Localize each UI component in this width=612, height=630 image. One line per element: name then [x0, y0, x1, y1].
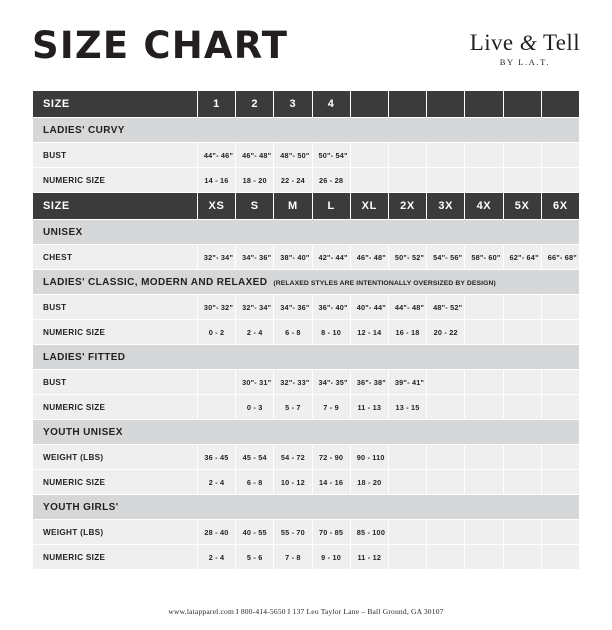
group-note: (RELAXED STYLES ARE INTENTIONALLY OVERSIZED BY DESIGN) [273, 279, 496, 287]
measurement-cell: 32"- 33" [274, 370, 312, 395]
size-header-label: SIZE [33, 91, 198, 118]
row-label: NUMERIC SIZE [33, 168, 198, 193]
size-header-cell: 1 [197, 91, 235, 118]
measurement-cell: 10 - 12 [274, 470, 312, 495]
measurement-cell [541, 520, 579, 545]
group-header-row [33, 220, 580, 245]
measurement-cell: 85 - 100 [350, 520, 388, 545]
measurement-cell [465, 295, 503, 320]
measurement-cell [465, 395, 503, 420]
footer-text: www.latapparel.com I 800-414-5650 I 137 Leo Taylor Lane – Ball Ground, GA 30107 [168, 607, 444, 616]
measurement-cell: 58"- 60" [465, 245, 503, 270]
measurement-cell [427, 143, 465, 168]
measurement-cell: 7 - 8 [274, 545, 312, 570]
measurement-cell: 12 - 14 [350, 320, 388, 345]
size-header-label: SIZE [33, 193, 198, 220]
measurement-cell: 5 - 6 [236, 545, 274, 570]
measurement-cell: 55 - 70 [274, 520, 312, 545]
row-label: WEIGHT (LBS) [33, 445, 198, 470]
measurement-cell: 14 - 16 [197, 168, 235, 193]
measurement-cell [465, 445, 503, 470]
size-header-cell [388, 91, 426, 118]
measurement-cell: 46"- 48" [236, 143, 274, 168]
size-header-cell [465, 91, 503, 118]
measurement-cell: 72 - 90 [312, 445, 350, 470]
size-header-cell [541, 91, 579, 118]
measurement-cell: 36"- 40" [312, 295, 350, 320]
group-header-label [33, 345, 580, 370]
brand-name [470, 30, 580, 55]
measurement-cell: 34"- 35" [312, 370, 350, 395]
brand-name-part1: Live [469, 30, 514, 55]
measurement-cell: 62"- 64" [503, 245, 541, 270]
group-name: LADIES' CLASSIC, MODERN AND RELAXED [43, 276, 268, 288]
row-label: BUST [33, 370, 198, 395]
measurement-cell [427, 168, 465, 193]
group-header-row [33, 345, 580, 370]
measurement-cell [388, 445, 426, 470]
measurement-cell: 39"- 41" [388, 370, 426, 395]
measurement-cell: 5 - 7 [274, 395, 312, 420]
measurement-cell [465, 143, 503, 168]
measurement-cell: 50"- 52" [388, 245, 426, 270]
size-header-cell [427, 91, 465, 118]
measurement-cell [503, 470, 541, 495]
measurement-cell [503, 143, 541, 168]
measurement-cell [465, 370, 503, 395]
size-header-cell: 5X [503, 193, 541, 220]
measurement-cell: 0 - 3 [236, 395, 274, 420]
row-label: NUMERIC SIZE [33, 545, 198, 570]
measurement-cell [465, 168, 503, 193]
table-row [33, 370, 580, 395]
measurement-cell [197, 370, 235, 395]
table-row [33, 168, 580, 193]
size-header-cell [350, 91, 388, 118]
group-header-label [33, 495, 580, 520]
measurement-cell [503, 395, 541, 420]
measurement-cell [503, 370, 541, 395]
measurement-cell [503, 545, 541, 570]
brand-name-part2: Tell [542, 30, 580, 55]
measurement-cell: 66"- 68" [541, 245, 579, 270]
group-header-label [33, 118, 580, 143]
measurement-cell: 11 - 12 [350, 545, 388, 570]
measurement-cell [503, 295, 541, 320]
measurement-cell: 34"- 36" [274, 295, 312, 320]
group-header-label [33, 270, 580, 295]
group-name: LADIES' CURVY [43, 124, 125, 136]
measurement-cell: 40 - 55 [236, 520, 274, 545]
measurement-cell [541, 370, 579, 395]
measurement-cell: 54 - 72 [274, 445, 312, 470]
measurement-cell: 18 - 20 [350, 470, 388, 495]
size-header-cell: 3 [274, 91, 312, 118]
measurement-cell: 32"- 34" [197, 245, 235, 270]
measurement-cell [350, 168, 388, 193]
row-label: NUMERIC SIZE [33, 470, 198, 495]
measurement-cell [388, 168, 426, 193]
measurement-cell: 20 - 22 [427, 320, 465, 345]
row-label: CHEST [33, 245, 198, 270]
measurement-cell: 46"- 48" [350, 245, 388, 270]
measurement-cell [541, 143, 579, 168]
size-header-cell: 4 [312, 91, 350, 118]
measurement-cell [541, 470, 579, 495]
measurement-cell [388, 545, 426, 570]
measurement-cell: 13 - 15 [388, 395, 426, 420]
row-label: NUMERIC SIZE [33, 395, 198, 420]
measurement-cell: 50"- 54" [312, 143, 350, 168]
measurement-cell: 8 - 10 [312, 320, 350, 345]
measurement-cell: 6 - 8 [274, 320, 312, 345]
measurement-cell: 32"- 34" [236, 295, 274, 320]
measurement-cell: 26 - 28 [312, 168, 350, 193]
size-header-row [33, 193, 580, 220]
measurement-cell: 7 - 9 [312, 395, 350, 420]
measurement-cell [197, 395, 235, 420]
measurement-cell [541, 395, 579, 420]
measurement-cell [465, 520, 503, 545]
size-header-cell [503, 91, 541, 118]
group-header-row [33, 270, 580, 295]
measurement-cell: 36"- 38" [350, 370, 388, 395]
measurement-cell [503, 445, 541, 470]
measurement-cell [427, 520, 465, 545]
measurement-cell: 54"- 56" [427, 245, 465, 270]
measurement-cell: 38"- 40" [274, 245, 312, 270]
table-row [33, 520, 580, 545]
measurement-cell: 2 - 4 [197, 545, 235, 570]
measurement-cell [350, 143, 388, 168]
measurement-cell [541, 445, 579, 470]
row-label: BUST [33, 143, 198, 168]
size-header-cell: 2X [388, 193, 426, 220]
page-header [32, 26, 580, 78]
measurement-cell [388, 470, 426, 495]
measurement-cell: 48"- 52" [427, 295, 465, 320]
measurement-cell: 40"- 44" [350, 295, 388, 320]
table-row [33, 470, 580, 495]
group-header-label [33, 420, 580, 445]
table-row [33, 295, 580, 320]
measurement-cell [503, 520, 541, 545]
measurement-cell: 2 - 4 [197, 470, 235, 495]
measurement-cell [427, 545, 465, 570]
group-name: YOUTH GIRLS' [43, 501, 119, 513]
measurement-cell: 18 - 20 [236, 168, 274, 193]
size-header-cell: 2 [236, 91, 274, 118]
measurement-cell: 30"- 31" [236, 370, 274, 395]
size-header-cell: M [274, 193, 312, 220]
measurement-cell: 45 - 54 [236, 445, 274, 470]
measurement-cell [427, 370, 465, 395]
measurement-cell: 22 - 24 [274, 168, 312, 193]
measurement-cell: 44"- 46" [197, 143, 235, 168]
group-name: UNISEX [43, 226, 83, 238]
measurement-cell: 42"- 44" [312, 245, 350, 270]
size-header-cell: 4X [465, 193, 503, 220]
group-header-label [33, 220, 580, 245]
size-chart-table [32, 90, 580, 570]
table-row [33, 395, 580, 420]
measurement-cell [541, 295, 579, 320]
measurement-cell [427, 445, 465, 470]
page-title: SIZE CHART [32, 24, 289, 67]
size-header-row [33, 91, 580, 118]
row-label: WEIGHT (LBS) [33, 520, 198, 545]
group-header-row [33, 118, 580, 143]
measurement-cell [388, 143, 426, 168]
size-header-cell: S [236, 193, 274, 220]
measurement-cell: 48"- 50" [274, 143, 312, 168]
measurement-cell [465, 470, 503, 495]
measurement-cell: 36 - 45 [197, 445, 235, 470]
measurement-cell: 34"- 36" [236, 245, 274, 270]
brand-ampersand: & [519, 30, 538, 55]
measurement-cell [427, 395, 465, 420]
measurement-cell [427, 470, 465, 495]
measurement-cell [541, 320, 579, 345]
group-name: LADIES' FITTED [43, 351, 126, 363]
measurement-cell: 9 - 10 [312, 545, 350, 570]
measurement-cell [503, 320, 541, 345]
measurement-cell: 2 - 4 [236, 320, 274, 345]
group-name: YOUTH UNISEX [43, 426, 123, 438]
table-row [33, 143, 580, 168]
table-row [33, 320, 580, 345]
size-header-cell: 3X [427, 193, 465, 220]
measurement-cell [541, 545, 579, 570]
measurement-cell: 30"- 32" [197, 295, 235, 320]
measurement-cell: 28 - 40 [197, 520, 235, 545]
size-header-cell: XL [350, 193, 388, 220]
group-header-row [33, 495, 580, 520]
measurement-cell: 70 - 85 [312, 520, 350, 545]
table-row [33, 245, 580, 270]
measurement-cell [388, 520, 426, 545]
measurement-cell: 14 - 16 [312, 470, 350, 495]
brand-subtitle: BY L.A.T. [499, 57, 551, 67]
measurement-cell: 6 - 8 [236, 470, 274, 495]
measurement-cell [465, 320, 503, 345]
table-row [33, 545, 580, 570]
size-header-cell: L [312, 193, 350, 220]
table-row [33, 445, 580, 470]
measurement-cell: 11 - 13 [350, 395, 388, 420]
measurement-cell: 90 - 110 [350, 445, 388, 470]
group-header-row [33, 420, 580, 445]
measurement-cell [541, 168, 579, 193]
row-label: BUST [33, 295, 198, 320]
measurement-cell: 16 - 18 [388, 320, 426, 345]
measurement-cell [465, 545, 503, 570]
measurement-cell: 0 - 2 [197, 320, 235, 345]
row-label: NUMERIC SIZE [33, 320, 198, 345]
size-header-cell: 6X [541, 193, 579, 220]
measurement-cell [503, 168, 541, 193]
size-header-cell: XS [197, 193, 235, 220]
brand-logo [470, 26, 580, 67]
measurement-cell: 44"- 48" [388, 295, 426, 320]
